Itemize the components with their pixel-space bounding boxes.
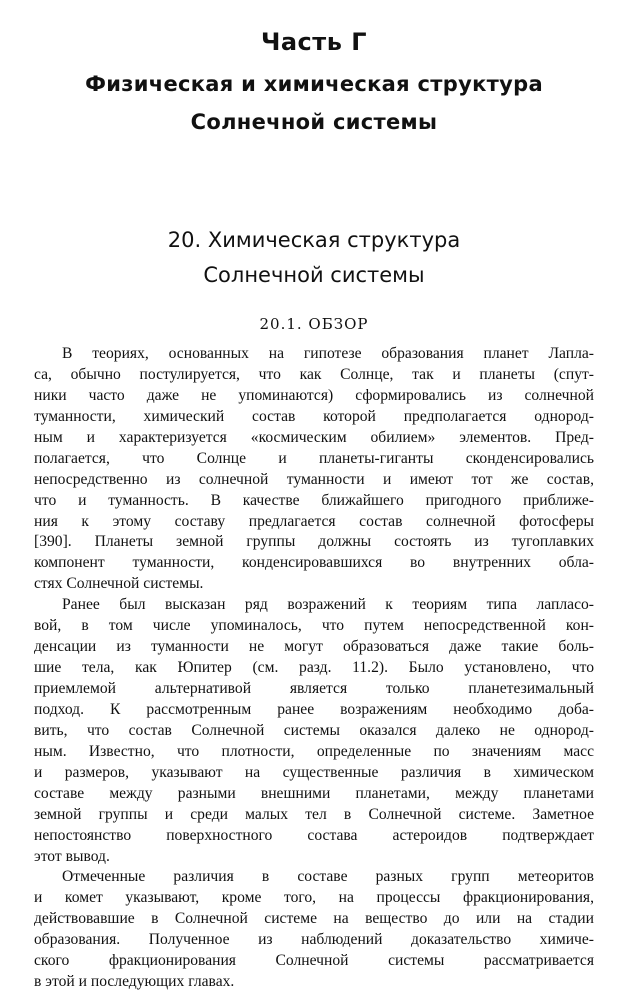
text-line: вой, в том числе упоминалось, что путем непосредственной кон- (34, 617, 594, 635)
text-line: са, обычно постулируется, что как Солнце, так и планеты (спут- (34, 365, 594, 383)
chapter-title-line-1: 20. Химическая структура (167, 228, 461, 252)
text-line: Ранее был высказан ряд возражений к теориям типа лапласо- (62, 596, 594, 614)
paragraph (34, 867, 594, 993)
body-text (34, 344, 594, 993)
text-line: туманности, химический состав которой предполагается однород- (34, 407, 594, 425)
text-line: ным и характеризуется «космическим обилием» элементов. Пред- (34, 428, 594, 446)
text-line: этот вывод. (34, 847, 110, 865)
text-line: составе между разными внешними планетами, между планетами (34, 784, 594, 802)
chapter-title-line-2: Солнечной системы (203, 263, 425, 287)
text-line: что и туманность. В качестве ближайшего пригодного приближе- (34, 491, 594, 509)
part-subtitle-line-2: Солнечной системы (190, 110, 438, 134)
text-line: шие тела, как Юпитер (см. разд. 11.2). Было установлено, что (34, 659, 594, 677)
text-line: приемлемой альтернативой является только планетезимальный (34, 680, 594, 697)
text-line: ным. Известно, что плотности, определенные по значениям масс (34, 742, 594, 760)
text-line: и комет указывают, кроме того, на процессы фракционирования, (34, 889, 594, 907)
text-line: ния к этому составу предлагается состав солнечной фотосферы (34, 512, 594, 530)
text-line: ники часто даже не упоминаются) сформировались из солнечной (34, 386, 594, 404)
text-line: ского фракционирования Солнечной системы рассматривается (34, 952, 594, 970)
text-line: земной группы и среди малых тел в Солнечной системе. Заметное (34, 805, 594, 823)
text-line: в этой и последующих главах. (34, 973, 235, 991)
text-line: Отмеченные различия в составе разных групп метеоритов (62, 868, 594, 886)
text-line: В теориях, основанных на гипотезе образования планет Лапла- (62, 345, 594, 362)
part-title: Часть Г (260, 28, 368, 56)
text-line: денсации из туманности не могут образоваться даже такие боль- (34, 638, 594, 656)
text-line: полагается, что Солнце и планеты-гиганты сконденсировались (34, 449, 594, 467)
text-line: действовавшие в Солнечной системе на вещество до или на стадии (34, 910, 594, 928)
text-line: образования. Полученное из наблюдений доказательство химиче- (34, 931, 594, 949)
text-line: непосредственно из солнечной туманности и имеют тот же состав, (34, 470, 594, 488)
text-line: компонент туманности, конденсировавшихся во внутренних обла- (34, 554, 594, 572)
text-line: вить, что состав Солнечной системы оказался далеко не однород- (34, 721, 594, 739)
text-line: [390]. Планеты земной группы должны состоять из тугоплавких (34, 533, 594, 551)
section-heading: 20.1. ОБЗОР (259, 315, 369, 333)
text-line: стях Солнечной системы. (34, 575, 204, 593)
part-subtitle-line-1: Физическая и химическая структура (85, 72, 543, 96)
paragraph (34, 344, 594, 595)
text-line: непостоянство поверхностного состава астероидов подтверждает (34, 826, 594, 844)
paragraph (34, 595, 594, 867)
text-line: подход. К рассмотренным ранее возражениям необходимо доба- (34, 700, 594, 718)
text-line: и размеров, указывают на существенные различия в химическом (34, 763, 594, 781)
